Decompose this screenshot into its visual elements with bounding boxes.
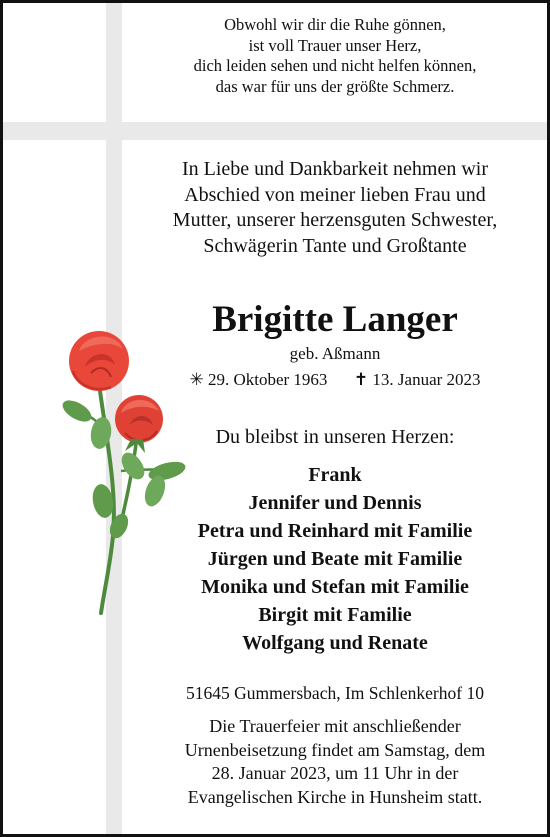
service-line: Evangelischen Kirche in Hunsheim statt.	[187, 786, 483, 807]
birth-date: 29. Oktober 1963	[207, 370, 328, 389]
cross-icon: ✝	[353, 370, 369, 389]
intro-text	[123, 157, 547, 259]
family-member: Monika und Stefan mit Familie	[201, 576, 469, 598]
service-line: Urnenbeisetzung findet am Samstag, dem	[184, 739, 486, 760]
service-line: Die Trauerfeier mit anschließender	[209, 716, 461, 736]
remain-text: Du bleibst in unseren Herzen:	[215, 426, 455, 448]
intro-line: Abschied von meiner lieben Frau und	[184, 183, 486, 206]
poem-line: ist voll Trauer unser Herz,	[248, 35, 422, 55]
family-member: Birgit mit Familie	[258, 604, 412, 626]
service-line: 28. Januar 2023, um 11 Uhr in der	[211, 763, 459, 783]
service-info	[123, 715, 547, 809]
poem-line: dich leiden sehen und nicht helfen können,	[193, 56, 477, 75]
intro-line: Schwägerin Tante und Großtante	[203, 234, 467, 257]
intro-line: Mutter, unserer herzensguten Schwester,	[172, 209, 498, 231]
intro-line: In Liebe und Dankbarkeit nehmen wir	[181, 158, 488, 180]
address: 51645 Gummersbach, Im Schlenkerhof 10	[186, 683, 484, 703]
deceased-name: Brigitte Langer	[212, 299, 458, 340]
family-member: Jennifer und Dennis	[248, 492, 422, 514]
star-icon: ✳	[189, 370, 204, 389]
poem-line: Obwohl wir dir die Ruhe gönnen,	[224, 15, 446, 34]
family-member: Frank	[308, 464, 362, 486]
family-member: Wolfgang und Renate	[242, 632, 428, 654]
poem-line: das war für uns der größte Schmerz.	[215, 76, 455, 96]
family-member: Petra und Reinhard mit Familie	[197, 520, 473, 542]
family-member: Jürgen und Beate mit Familie	[207, 548, 463, 570]
cross-horizontal-bar	[3, 122, 547, 140]
rose-illustration	[55, 321, 195, 621]
birth-name: geb. Aßmann	[289, 344, 381, 363]
poem	[123, 15, 547, 97]
death-date: 13. Januar 2023	[372, 370, 481, 389]
